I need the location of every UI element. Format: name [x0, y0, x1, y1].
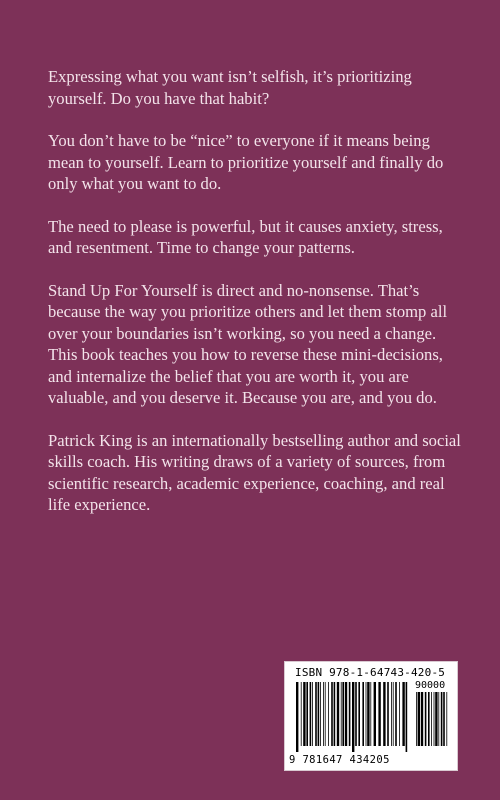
ean-barcode-bars [295, 682, 409, 752]
blurb-paragraph-4: Stand Up For Yourself is direct and no-nonsense. That’s because the way you prioritize others and let them stomp all over your boundaries isn’t working, so you need a change. This book teaches you how to reverse these mini-decisions, and internalize the belief that you are worth it, you are valuable, and you deserve it. Because you are, and you do. [48, 280, 448, 407]
price-addon-digits: 90000 [415, 680, 446, 691]
addon-barcode-bars [415, 692, 449, 752]
ean-digits: 9 781647 434205 [289, 754, 390, 766]
blurb-paragraph-1: Expressing what you want isn’t selfish, it’s prioritizing yourself. Do you have that habit? [48, 67, 412, 108]
isbn-label: ISBN 978-1-64743-420-5 [295, 666, 446, 679]
blurb-paragraph-3: The need to please is powerful, but it causes anxiety, stress, and resentment. Time to change your patterns. [48, 216, 443, 257]
blurb-paragraph-2: You don’t have to be “nice” to everyone if it means being mean to yourself. Learn to prioritize yourself and finally do only what you want to do. [48, 131, 444, 193]
isbn-barcode [284, 661, 458, 771]
blurb-text [48, 66, 468, 537]
author-bio: Patrick King is an internationally bestselling author and social skills coach. His writing draws of a variety of sources, from scientific research, academic experience, coaching, and real life experience. [48, 430, 461, 514]
